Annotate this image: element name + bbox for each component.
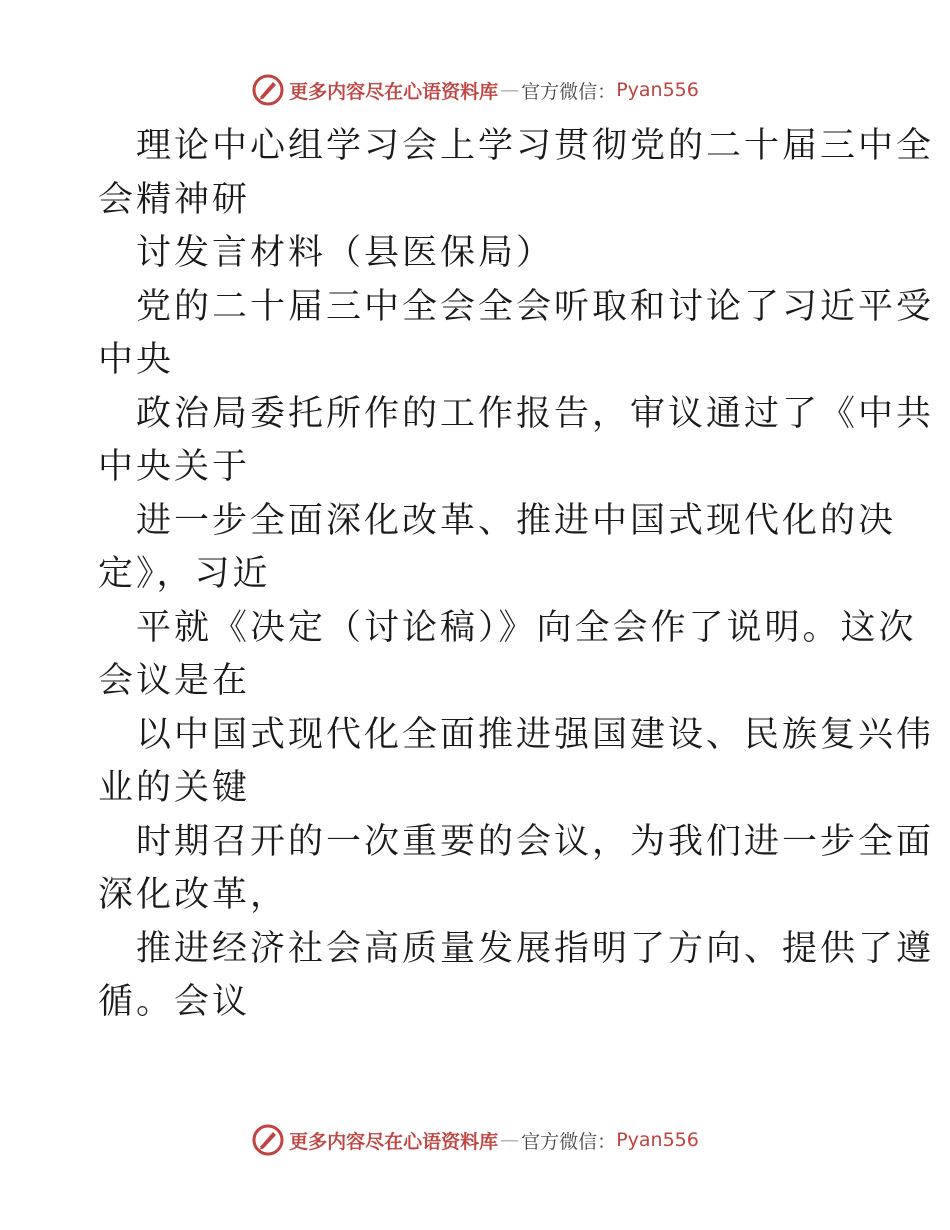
watermark-brand-text: 更多内容尽在心语资料库: [289, 80, 499, 103]
brand-logo-icon: [251, 73, 285, 107]
body-text-line: 平就《决定（讨论稿）》向全会作了说明。这次: [136, 607, 917, 648]
watermark-wechat-id: Pyan556: [616, 79, 699, 101]
body-text-line: 深化改革，: [98, 875, 289, 915]
footer-watermark: [0, 1120, 950, 1160]
body-text-line: 中央关于: [98, 447, 251, 487]
body-text-line: 中央: [98, 340, 175, 380]
watermark-brand-text: 更多内容尽在心语资料库: [289, 1130, 499, 1153]
watermark-dash: —: [500, 79, 520, 101]
body-text-line: 推进经济社会高质量发展指明了方向、提供了遵: [136, 928, 935, 969]
body-text-line: 循。会议: [98, 982, 251, 1022]
body-text-line: 以中国式现代化全面推进强国建设、民族复兴伟: [136, 714, 935, 755]
watermark-wechat-id: Pyan556: [616, 1129, 699, 1151]
document-body: [98, 120, 935, 1030]
body-text-line: 党的二十届三中全会全会听取和讨论了习近平受: [136, 286, 935, 327]
body-text-line: 业的关键: [98, 768, 251, 808]
body-text-line: 理论中心组学习会上学习贯彻党的二十届三中全: [136, 126, 935, 166]
body-text-line: 政治局委托所作的工作报告，审议通过了《中共: [136, 393, 935, 434]
watermark-wechat-label: 官方微信：: [521, 1130, 617, 1153]
body-text-line: 会议是在: [98, 661, 251, 701]
body-text-line: 进一步全面深化改革、推进中国式现代化的决: [136, 500, 897, 541]
watermark-wechat-label: 官方微信：: [521, 80, 617, 103]
watermark-dash: —: [500, 1129, 520, 1151]
body-text-line: 讨发言材料（县医保局）: [136, 233, 555, 273]
body-text-line: 会精神研: [98, 179, 251, 220]
body-text-line: 定》，习近: [98, 554, 271, 594]
header-watermark: [0, 70, 950, 110]
body-text-line: 时期召开的一次重要的会议，为我们进一步全面: [136, 821, 935, 862]
brand-logo-icon: [251, 1123, 285, 1157]
